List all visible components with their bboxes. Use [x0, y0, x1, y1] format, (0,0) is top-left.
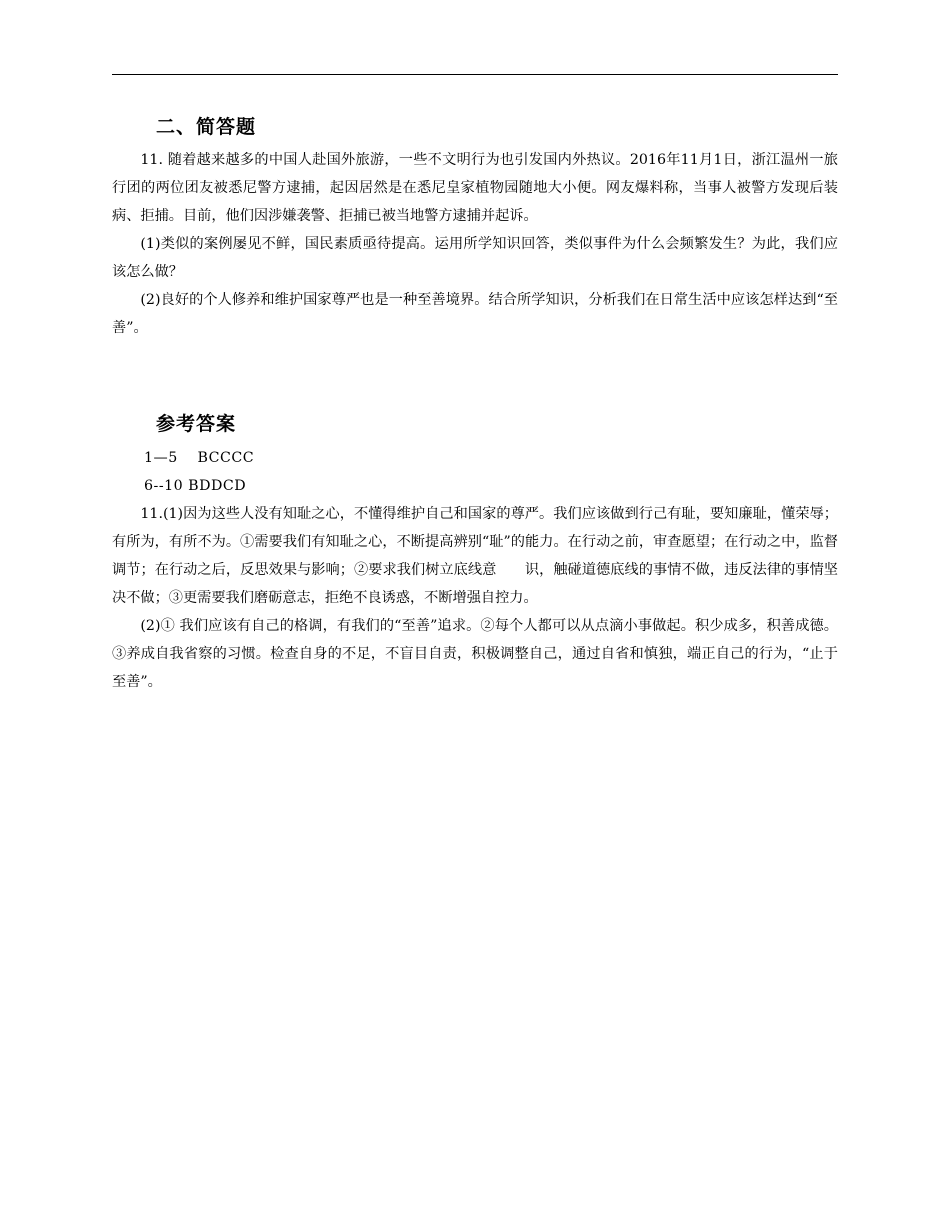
question-11-stem: 11. 随着越来越多的中国人赴国外旅游，一些不文明行为也引发国内外热议。2016年11月1日，浙江温州一旅行团的两位团友被悉尼警方逮捕，起因居然是在悉尼皇家植物园随地大小便。网友爆料称，当事人被警方发现后装病、拒捕。目前，他们因涉嫌袭警、拒捕已被当地警方逮捕并起诉。: [112, 152, 838, 224]
question-11-part-2: (2)良好的个人修养和维护国家尊严也是一种至善境界。结合所学知识，分析我们在日常生活中应该怎样达到“至善”。: [112, 292, 838, 336]
short-answer-heading: 二、简答题: [156, 116, 257, 138]
answers-block: [112, 444, 838, 696]
answer-11-part-1: 11.(1)因为这些人没有知耻之心，不懂得维护自己和国家的尊严。我们应该做到行己有耻，要知廉耻，懂荣辱；有所为，有所不为。①需要我们有知耻之心，不断提高辨别“耻”的能力。在行动之前，审查愿望；在行动之中，监督调节；在行动之后，反思效果与影响；②要求我们树立底线意 识，触碰道德底线的事情不做，违反法律的事情坚决不做；③更需要我们磨砺意志，拒绝不良诱惑，不断增强自控力。: [112, 506, 838, 606]
answer-11-part-2: (2)① 我们应该有自己的格调，有我们的“至善”追求。②每个人都可以从点滴小事做起。积少成多，积善成德。③养成自我省察的习惯。检查自身的不足，不盲目自责，积极调整自己，通过自省和慎独，端正自己的行为，“止于至善”。: [112, 618, 838, 690]
header-rule: [112, 74, 838, 75]
answer-choice-1-5: 1—5 BCCCC: [144, 450, 255, 466]
question-11-part-1: (1)类似的案例屡见不鲜，国民素质亟待提高。运用所学知识回答，类似事件为什么会频繁发生？为此，我们应该怎么做？: [112, 236, 838, 280]
question-block: [112, 146, 838, 342]
answer-choice-6-10: 6--10 BDDCD: [144, 478, 247, 494]
answers-heading: 参考答案: [156, 413, 237, 435]
